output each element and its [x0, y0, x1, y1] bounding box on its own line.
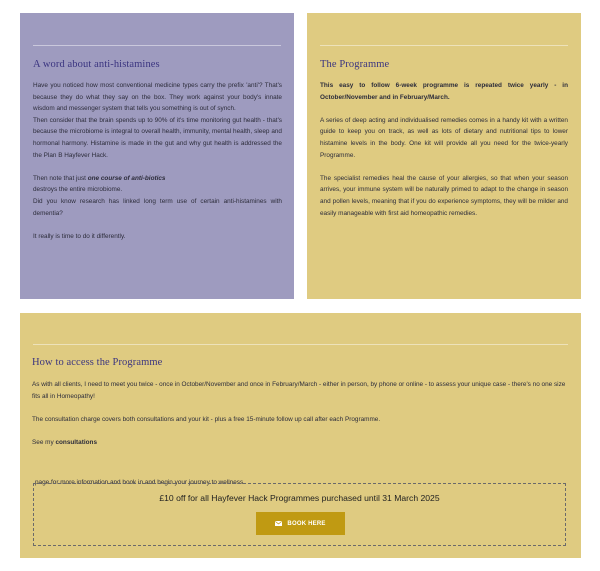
consultations-link[interactable]: consultations: [55, 438, 97, 446]
offer-text: £10 off for all Hayfever Hack Programmes purchased until 31 March 2025: [159, 493, 440, 503]
antihistamines-paragraph: Then consider that the brain spends up to 90% of it's time monitoring gut health - that's because the microbiome is integral to overall health, immunity, mental health, sleep and hormonal harmony. Histamine is made in the gut and why gut health is addressed the the Plan B Hayfever Hack.: [33, 116, 282, 159]
access-see-line: See my consultations: [32, 438, 97, 446]
programme-title: The Programme: [320, 59, 390, 70]
programme-panel: [307, 13, 581, 299]
antihistamines-paragraph: It really is time to do it differently.: [33, 232, 126, 240]
antihistamines-paragraph: Did you know research has linked long term use of certain anti-histamines with dementia?: [33, 197, 282, 217]
programme-paragraph: The specialist remedies heal the cause of your allergies, so that when your season arrives, your immune system will be naturally primed to adapt to the change in season and pollen levels, meaning that if you do experience symptoms, they will be milder and easily manageable with first aid homeopathic remedies.: [320, 174, 568, 217]
divider: [33, 45, 281, 46]
envelope-icon: [275, 521, 282, 526]
antihistamines-paragraph: Have you noticed how most conventional medicine types carry the prefix 'anti'? That's because they do what they say on the box. They work against your body's innate wisdom and messenger system that tells you something is out of synch.: [33, 82, 282, 113]
access-paragraph: The consultation charge covers both consultations and your kit - plus a free 15-minute follow up call after each Programme.: [32, 415, 381, 423]
access-paragraph: As with all clients, I need to meet you twice - once in October/November and once in February/March - either in person, by phone or online - to assess your unique case - there's no one size fits all in Homeopathy!: [32, 381, 566, 400]
antihistamines-body: [33, 80, 282, 242]
antihistamines-panel: [20, 13, 294, 299]
book-here-button[interactable]: [256, 512, 345, 535]
antihistamines-title: A word about anti-histamines: [33, 59, 160, 70]
antihistamines-paragraph: destroys the entire microbiome.: [33, 186, 123, 194]
programme-paragraph: A series of deep acting and individualised remedies comes in a handy kit with a written guide to keep you on track, as well as lots of dietary and nutritional tips to lower histamine levels in the body. One kit will provide all you need for the twice-yearly Programme.: [320, 116, 568, 159]
antihistamines-paragraph: Then note that just one course of anti-biotics: [33, 174, 166, 182]
book-here-label: BOOK HERE: [287, 520, 326, 527]
access-overflow-text: page for more information and book in and begin your journey to wellness.: [35, 479, 245, 486]
antibiotics-emphasis: one course of anti-biotics: [87, 174, 166, 182]
offer-box: [33, 483, 566, 546]
access-body: [32, 379, 572, 449]
programme-body: [320, 80, 568, 219]
access-title: How to access the Programme: [32, 357, 163, 368]
divider: [33, 344, 568, 345]
divider: [320, 45, 568, 46]
programme-intro: This easy to follow 6-week programme is repeated twice yearly - in October/November and in February/March.: [320, 82, 568, 101]
